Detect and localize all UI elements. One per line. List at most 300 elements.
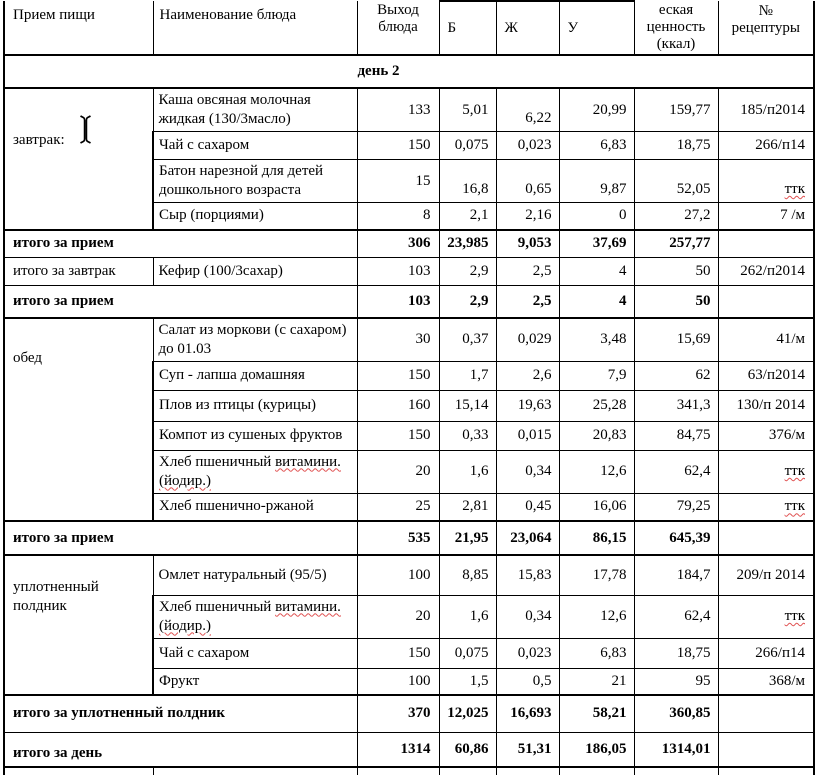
dish-name: Батон нарезной для детей дошкольного возраста <box>159 163 324 198</box>
carbs-value: 6,83 <box>600 137 627 153</box>
recipe-cell[interactable] <box>718 361 814 390</box>
recipe-value: 209/п 2014 <box>736 566 805 583</box>
dish-cell[interactable] <box>153 361 357 390</box>
protein-value: 60,86 <box>454 740 489 757</box>
fat-cell[interactable] <box>496 521 559 555</box>
recipe-cell[interactable] <box>718 421 814 450</box>
energy-cell[interactable] <box>634 555 718 595</box>
column-header-energy[interactable] <box>634 1 718 55</box>
fat-value: 2,5 <box>532 263 552 279</box>
protein-value: 12,025 <box>447 705 489 722</box>
energy-value: 62,4 <box>684 463 711 479</box>
dish-cell[interactable] <box>153 88 357 132</box>
fat-value: 2,5 <box>532 292 552 309</box>
column-header-dish-label: Наименование блюда <box>159 7 297 23</box>
recipe-cell[interactable] <box>718 450 814 493</box>
protein-cell[interactable] <box>439 555 496 595</box>
output-cell[interactable] <box>357 390 439 421</box>
protein-cell[interactable] <box>439 361 496 390</box>
fat-value: 19,63 <box>517 397 552 413</box>
fat-value: 0,023 <box>517 644 552 661</box>
dish-cell[interactable] <box>153 318 357 362</box>
table-row-kefir <box>4 258 814 286</box>
carbs-cell[interactable] <box>559 638 634 668</box>
day-label: день 2 <box>357 63 400 79</box>
output-value: 15 <box>415 172 431 189</box>
energy-value: 15,69 <box>676 331 711 347</box>
meal-group-lunch-label: обед <box>13 349 43 366</box>
column-header-carbs[interactable] <box>559 1 634 55</box>
dish-name: Салат из моркови (с сахаром) до 01.03 <box>158 321 347 357</box>
protein-cell[interactable] <box>439 258 496 286</box>
recipe-cell[interactable] <box>718 203 814 230</box>
carbs-value: 3,48 <box>600 331 627 347</box>
dish-cell[interactable] <box>153 450 357 493</box>
protein-cell[interactable] <box>439 638 496 668</box>
dish-cell[interactable] <box>153 421 357 450</box>
recipe-cell[interactable] <box>718 638 814 668</box>
header-row <box>4 1 814 55</box>
output-cell[interactable] <box>357 555 439 595</box>
fat-cell[interactable] <box>496 390 559 421</box>
carbs-cell[interactable] <box>559 258 634 286</box>
table-row <box>4 555 814 595</box>
dish-cell[interactable] <box>153 595 357 638</box>
column-header-output-label: Выход блюда <box>377 2 419 35</box>
protein-cell[interactable] <box>439 318 496 362</box>
output-value: 1314 <box>400 740 431 757</box>
recipe-value-misspelled: ттк <box>784 498 805 515</box>
fat-value: 0,5 <box>532 672 552 689</box>
menu-table <box>3 0 815 775</box>
carbs-cell[interactable] <box>559 286 634 318</box>
energy-cell[interactable] <box>634 493 718 521</box>
protein-value: 23,985 <box>447 235 489 252</box>
energy-value: 184,7 <box>676 566 711 583</box>
fat-cell[interactable] <box>496 88 559 132</box>
protein-value: 1,6 <box>469 463 489 479</box>
energy-cell[interactable] <box>634 160 718 203</box>
column-header-meal[interactable] <box>4 1 153 55</box>
carbs-value: 37,69 <box>592 235 627 252</box>
carbs-cell[interactable] <box>559 203 634 230</box>
recipe-value: 63/п2014 <box>747 367 805 383</box>
total-label: итого за прием <box>13 292 114 309</box>
energy-value: 18,75 <box>676 137 711 153</box>
output-value: 103 <box>408 292 431 309</box>
carbs-cell[interactable] <box>559 695 634 732</box>
fat-cell[interactable] <box>496 160 559 203</box>
fat-cell[interactable] <box>496 493 559 521</box>
column-header-dish[interactable] <box>153 1 357 55</box>
carbs-value: 6,83 <box>600 644 627 661</box>
column-header-energy-label: еская ценность (ккал) <box>646 2 706 52</box>
fat-cell[interactable] <box>496 638 559 668</box>
cut-off-cell <box>496 767 559 775</box>
protein-cell[interactable] <box>439 521 496 555</box>
cut-off-cell <box>634 767 718 775</box>
energy-value: 27,2 <box>684 207 711 224</box>
dish-name: Кефир (100/3сахар) <box>158 263 283 279</box>
recipe-cell[interactable] <box>718 595 814 638</box>
recipe-value-misspelled: ттк <box>784 181 805 197</box>
protein-value: 2,9 <box>469 263 489 279</box>
protein-value: 2,9 <box>469 292 489 309</box>
protein-value: 1,6 <box>469 608 489 624</box>
energy-cell[interactable] <box>634 132 718 160</box>
dish-cell[interactable] <box>153 132 357 160</box>
fat-value: 0,029 <box>517 331 552 347</box>
dish-name: Компот из сушеных фруктов <box>159 427 343 443</box>
output-cell[interactable] <box>357 493 439 521</box>
protein-value: 0,33 <box>462 427 489 443</box>
carbs-cell[interactable] <box>559 318 634 362</box>
protein-value: 15,14 <box>454 397 489 413</box>
output-value: 103 <box>408 263 431 279</box>
table-row <box>4 88 814 132</box>
carbs-value: 20,83 <box>592 427 627 443</box>
carbs-cell[interactable] <box>559 160 634 203</box>
output-cell[interactable] <box>357 361 439 390</box>
fat-cell[interactable] <box>496 555 559 595</box>
output-value: 150 <box>408 644 431 661</box>
carbs-cell[interactable] <box>559 555 634 595</box>
dish-cell[interactable] <box>153 493 357 521</box>
meal-group-breakfast-label: завтрак: <box>13 132 65 148</box>
recipe-value: 130/п 2014 <box>736 397 805 413</box>
protein-cell[interactable] <box>439 695 496 732</box>
recipe-cell[interactable] <box>718 286 814 318</box>
dish-name-misspelled: витамини. <box>275 453 341 470</box>
fat-value: 23,064 <box>510 529 552 546</box>
recipe-cell[interactable] <box>718 555 814 595</box>
carbs-cell[interactable] <box>559 493 634 521</box>
protein-value: 0,075 <box>454 137 489 153</box>
recipe-value: 7 /м <box>780 207 805 224</box>
protein-cell[interactable] <box>439 230 496 258</box>
dish-name: Суп - лапша домашняя <box>159 367 305 383</box>
energy-cell[interactable] <box>634 203 718 230</box>
carbs-cell[interactable] <box>559 390 634 421</box>
dish-name: Плов из птицы (курицы) <box>159 397 317 413</box>
dish-cell[interactable] <box>153 203 357 230</box>
column-header-fat-label: Ж <box>504 19 518 36</box>
fat-cell[interactable] <box>496 286 559 318</box>
energy-value: 52,05 <box>676 181 711 197</box>
recipe-cell[interactable] <box>718 493 814 521</box>
output-value: 25 <box>415 498 431 515</box>
protein-cell[interactable] <box>439 88 496 132</box>
fat-cell[interactable] <box>496 258 559 286</box>
recipe-cell[interactable] <box>718 132 814 160</box>
protein-cell[interactable] <box>439 493 496 521</box>
dish-cell[interactable] <box>153 258 357 286</box>
total-label-cell[interactable] <box>4 695 357 732</box>
carbs-value: 17,78 <box>592 566 627 583</box>
fat-value: 16,693 <box>510 705 552 722</box>
fat-value: 2,6 <box>532 367 552 383</box>
output-value: 20 <box>415 608 431 624</box>
output-cell[interactable] <box>357 230 439 258</box>
meal-group-snack[interactable] <box>4 555 153 695</box>
recipe-value: 266/п14 <box>755 137 805 153</box>
meal-group-lunch[interactable] <box>4 318 153 522</box>
table-row <box>4 318 814 362</box>
carbs-value: 20,99 <box>592 101 627 118</box>
fat-cell[interactable] <box>496 361 559 390</box>
protein-value: 2,1 <box>469 207 489 224</box>
energy-cell[interactable] <box>634 361 718 390</box>
energy-value: 360,85 <box>669 705 711 722</box>
fat-cell[interactable] <box>496 695 559 732</box>
output-value: 150 <box>408 137 431 153</box>
output-cell[interactable] <box>357 286 439 318</box>
output-cell[interactable] <box>357 521 439 555</box>
column-header-meal-label: Прием пищи <box>13 7 95 23</box>
output-cell[interactable] <box>357 695 439 732</box>
fat-cell[interactable] <box>496 132 559 160</box>
energy-cell[interactable] <box>634 450 718 493</box>
energy-cell[interactable] <box>634 390 718 421</box>
column-header-fat[interactable] <box>496 1 559 55</box>
protein-cell[interactable] <box>439 132 496 160</box>
protein-cell[interactable] <box>439 732 496 767</box>
protein-value: 2,81 <box>462 498 489 515</box>
output-cell[interactable] <box>357 638 439 668</box>
recipe-cell[interactable] <box>718 318 814 362</box>
cut-off-cell <box>153 767 357 775</box>
output-value: 535 <box>408 529 431 546</box>
protein-value: 16,8 <box>462 181 489 197</box>
energy-value: 62 <box>695 367 711 383</box>
total-row-meal <box>4 230 814 258</box>
dish-cell[interactable] <box>153 638 357 668</box>
energy-value: 79,25 <box>676 498 711 515</box>
output-cell[interactable] <box>357 421 439 450</box>
carbs-cell[interactable] <box>559 668 634 695</box>
fat-value: 0,34 <box>525 608 552 624</box>
protein-cell[interactable] <box>439 450 496 493</box>
day-header-row <box>4 55 814 88</box>
protein-cell[interactable] <box>439 421 496 450</box>
output-cell[interactable] <box>357 132 439 160</box>
carbs-cell[interactable] <box>559 132 634 160</box>
fat-value: 0,015 <box>517 427 552 443</box>
fat-cell[interactable] <box>496 732 559 767</box>
fat-value: 6,22 <box>525 110 552 126</box>
dish-cell[interactable] <box>153 668 357 695</box>
dish-name: Хлеб пшеничный <box>159 453 272 470</box>
energy-cell[interactable] <box>634 318 718 362</box>
dish-name: Чай с сахаром <box>159 644 250 661</box>
dish-name: Хлеб пшенично-ржаной <box>159 498 314 515</box>
fat-cell[interactable] <box>496 318 559 362</box>
dish-name: Фрукт <box>159 672 200 689</box>
recipe-value: 376/м <box>768 427 805 443</box>
total-row-meal <box>4 286 814 318</box>
text-i-beam-cursor <box>79 114 92 145</box>
fat-cell[interactable] <box>496 230 559 258</box>
recipe-cell[interactable] <box>718 390 814 421</box>
fat-cell[interactable] <box>496 421 559 450</box>
output-value: 133 <box>408 101 431 118</box>
output-cell[interactable] <box>357 595 439 638</box>
protein-value: 1,5 <box>469 672 489 689</box>
energy-cell[interactable] <box>634 638 718 668</box>
recipe-value: 266/п14 <box>755 644 805 661</box>
fat-cell[interactable] <box>496 203 559 230</box>
protein-cell[interactable] <box>439 203 496 230</box>
dish-cell[interactable] <box>153 555 357 595</box>
carbs-cell[interactable] <box>559 521 634 555</box>
cut-off-cell <box>718 767 814 775</box>
recipe-value: 41/м <box>776 331 805 347</box>
dish-name: Хлеб пшеничный <box>159 598 272 615</box>
total-label-cell[interactable] <box>4 230 357 258</box>
protein-cell[interactable] <box>439 160 496 203</box>
energy-value: 645,39 <box>669 529 711 546</box>
total-label: итого за уплотненный полдник <box>13 705 226 722</box>
recipe-value: 185/п2014 <box>740 101 805 118</box>
protein-cell[interactable] <box>439 668 496 695</box>
cut-off-cell <box>559 767 634 775</box>
fat-cell[interactable] <box>496 668 559 695</box>
energy-cell[interactable] <box>634 286 718 318</box>
fat-cell[interactable] <box>496 595 559 638</box>
energy-cell[interactable] <box>634 695 718 732</box>
dish-name-misspelled: витамини. <box>275 598 341 615</box>
output-value: 100 <box>408 566 431 583</box>
output-cell[interactable] <box>357 318 439 362</box>
total-row-day <box>4 732 814 767</box>
recipe-cell[interactable] <box>718 230 814 258</box>
dish-cell[interactable] <box>153 160 357 203</box>
carbs-cell[interactable] <box>559 732 634 767</box>
column-header-output[interactable] <box>357 1 439 55</box>
carbs-value: 4 <box>619 292 627 309</box>
output-value: 150 <box>408 427 431 443</box>
total-row-snack <box>4 695 814 732</box>
column-header-protein[interactable] <box>439 1 496 55</box>
carbs-value: 9,87 <box>600 181 627 197</box>
output-value: 370 <box>408 705 431 722</box>
output-cell[interactable] <box>357 88 439 132</box>
meal-group-breakfast[interactable] <box>4 88 153 230</box>
dish-name-misspelled: (йодир.) <box>159 472 211 489</box>
total-label: итого за прием <box>13 235 114 252</box>
carbs-cell[interactable] <box>559 595 634 638</box>
energy-cell[interactable] <box>634 668 718 695</box>
energy-cell[interactable] <box>634 258 718 286</box>
output-cell[interactable] <box>357 160 439 203</box>
output-value: 306 <box>408 235 431 252</box>
dish-name-misspelled: (йодир.) <box>159 617 211 634</box>
column-header-recipe-label: № рецептуры <box>731 3 800 36</box>
recipe-cell[interactable] <box>718 258 814 286</box>
carbs-cell[interactable] <box>559 361 634 390</box>
output-value: 8 <box>423 207 431 224</box>
carbs-cell[interactable] <box>559 230 634 258</box>
carbs-value: 7,9 <box>607 367 627 383</box>
recipe-value: 368/м <box>768 672 805 689</box>
carbs-cell[interactable] <box>559 450 634 493</box>
dish-name: Омлет натуральный (95/5) <box>158 566 327 583</box>
protein-value: 0,37 <box>462 331 489 347</box>
recipe-value-misspelled: ттк <box>784 608 805 624</box>
total-breakfast-label: итого за завтрак <box>13 263 116 279</box>
recipe-cell[interactable] <box>718 695 814 732</box>
protein-value: 0,075 <box>454 644 489 661</box>
output-value: 30 <box>415 331 431 347</box>
protein-cell[interactable] <box>439 595 496 638</box>
energy-value: 84,75 <box>676 427 711 443</box>
document-page <box>3 0 813 775</box>
dish-name: Каша овсяная молочная жидкая (130/3масло) <box>158 92 311 127</box>
output-value: 150 <box>408 367 431 383</box>
dish-cell[interactable] <box>153 390 357 421</box>
recipe-cell[interactable] <box>718 521 814 555</box>
energy-value: 1314,01 <box>661 740 711 757</box>
energy-value: 257,77 <box>669 235 711 252</box>
energy-cell[interactable] <box>634 88 718 132</box>
output-cell[interactable] <box>357 668 439 695</box>
output-value: 100 <box>408 672 431 689</box>
carbs-value: 58,21 <box>592 705 627 722</box>
carbs-cell[interactable] <box>559 88 634 132</box>
recipe-cell[interactable] <box>718 88 814 132</box>
total-label-cell[interactable] <box>4 521 357 555</box>
recipe-cell[interactable] <box>718 668 814 695</box>
energy-cell[interactable] <box>634 732 718 767</box>
fat-value: 0,34 <box>525 463 552 479</box>
carbs-value: 186,05 <box>585 740 627 757</box>
carbs-value: 12,6 <box>600 608 627 624</box>
energy-value: 95 <box>695 672 711 689</box>
energy-cell[interactable] <box>634 521 718 555</box>
output-cell[interactable] <box>357 450 439 493</box>
energy-cell[interactable] <box>634 595 718 638</box>
dish-name: Чай с сахаром <box>159 137 250 153</box>
carbs-value: 16,06 <box>592 498 627 515</box>
total-breakfast-label-cell[interactable] <box>4 258 153 286</box>
fat-value: 2,16 <box>525 207 552 224</box>
carbs-value: 21 <box>611 672 627 689</box>
day-header-cell[interactable] <box>4 55 814 88</box>
total-label-cell[interactable] <box>4 286 357 318</box>
output-cell[interactable] <box>357 258 439 286</box>
protein-cell[interactable] <box>439 390 496 421</box>
output-cell[interactable] <box>357 732 439 767</box>
output-value: 20 <box>415 463 431 479</box>
carbs-cell[interactable] <box>559 421 634 450</box>
fat-value: 15,83 <box>517 566 552 583</box>
recipe-cell[interactable] <box>718 160 814 203</box>
column-header-carbs-label: У <box>567 19 579 36</box>
fat-cell[interactable] <box>496 450 559 493</box>
energy-value: 341,3 <box>676 397 711 413</box>
fat-value: 0,65 <box>525 181 552 197</box>
column-header-protein-label: Б <box>447 19 457 36</box>
total-label-cell[interactable] <box>4 732 357 767</box>
protein-cell[interactable] <box>439 286 496 318</box>
protein-value: 21,95 <box>454 529 489 546</box>
column-header-recipe[interactable] <box>718 1 814 55</box>
output-cell[interactable] <box>357 203 439 230</box>
total-row-meal <box>4 521 814 555</box>
recipe-cell[interactable] <box>718 732 814 767</box>
energy-cell[interactable] <box>634 421 718 450</box>
energy-cell[interactable] <box>634 230 718 258</box>
